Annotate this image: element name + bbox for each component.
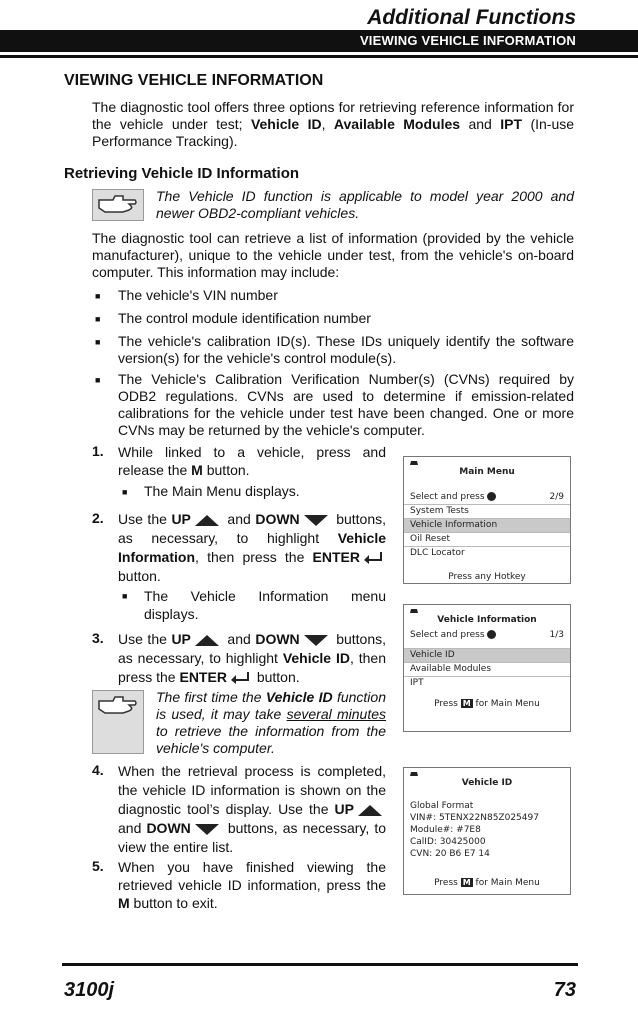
step-3-text: Use the UP and DOWN buttons, as necessary, to highlight Vehicle ID, then press the ENTER button. bbox=[118, 631, 387, 685]
down-arrow-icon bbox=[304, 635, 328, 646]
chapter-subtitle: VIEWING VEHICLE INFORMATION bbox=[359, 33, 576, 48]
menu-item-system-tests: System Tests bbox=[404, 505, 570, 519]
section-title: VIEWING VEHICLE INFORMATION bbox=[64, 72, 324, 89]
enter-icon bbox=[363, 551, 383, 565]
bullet-icon: ■ bbox=[95, 337, 101, 347]
footer-rule bbox=[62, 963, 578, 966]
chapter-title: Additional Functions bbox=[367, 6, 576, 29]
menu-item-vehicle-information: Vehicle Information bbox=[404, 519, 570, 533]
enter-icon bbox=[230, 671, 250, 685]
step-1-text: While linked to a vehicle, press and release the M button. bbox=[118, 444, 386, 478]
step-2-result: The Vehicle Information menu displays. bbox=[144, 588, 386, 622]
screen-prompt: Select and press 1/3 bbox=[410, 630, 564, 640]
vehicle-icon bbox=[409, 770, 419, 777]
vehicle-id-line: Module#: #7E8 bbox=[410, 825, 481, 835]
step-5-text: When you have finished viewing the retrieved vehicle ID information, press the M button to exit. bbox=[118, 859, 386, 911]
list-item: The vehicle's VIN number bbox=[118, 287, 278, 303]
step-number: 4. bbox=[92, 762, 104, 778]
screen-prompt: Select and press 2/9 bbox=[404, 491, 570, 505]
up-arrow-icon bbox=[195, 515, 219, 526]
screen-footer: Press any Hotkey bbox=[448, 572, 526, 582]
down-arrow-icon bbox=[195, 824, 219, 835]
screen-title: Main Menu bbox=[459, 467, 515, 477]
bullet-icon: ■ bbox=[95, 291, 101, 301]
vehicle-id-line: CalID: 30425000 bbox=[410, 837, 486, 847]
vehicle-id-line: CVN: 20 B6 E7 14 bbox=[410, 849, 490, 859]
intro-paragraph: The diagnostic tool offers three options for retrieving reference information for the vehicle under test; Vehicle ID, Available Modules and IPT (In-use Performance Tracking). bbox=[92, 99, 575, 149]
page-number: 73 bbox=[553, 979, 576, 1001]
model-name: 3100j bbox=[64, 979, 115, 1001]
step-number: 3. bbox=[92, 630, 104, 646]
bullet-icon: ■ bbox=[122, 487, 128, 497]
note-hand-icon bbox=[92, 189, 144, 221]
bullet-icon: ■ bbox=[122, 591, 128, 601]
step-4-text: When the retrieval process is completed, the vehicle ID information is shown on the diagnostic tool’s display. Use the UP and DOWN buttons, as necessary, to view the entire list. bbox=[118, 763, 386, 855]
vehicle-information-screen bbox=[403, 604, 571, 732]
screen-title: Vehicle Information bbox=[437, 615, 537, 625]
main-menu-screen bbox=[403, 456, 571, 584]
vehicle-id-line: VIN#: 5TENX22N85Z025497 bbox=[410, 813, 539, 823]
vehicle-icon bbox=[409, 459, 419, 466]
list-item: The vehicle's calibration ID(s). These IDs uniquely identify the software version(s) for the vehicle's control module(s). bbox=[118, 333, 574, 366]
menu-item-oil-reset: Oil Reset bbox=[404, 533, 570, 547]
down-arrow-icon bbox=[304, 515, 328, 526]
menu-item-ipt: IPT bbox=[410, 678, 424, 688]
step-number: 5. bbox=[92, 858, 104, 874]
subsection-title: Retrieving Vehicle ID Information bbox=[64, 165, 300, 182]
note-vehicle-id: The Vehicle ID function is applicable to model year 2000 and newer OBD2-compliant vehicles. bbox=[156, 188, 574, 221]
vehicle-id-line: Global Format bbox=[410, 801, 474, 811]
up-arrow-icon bbox=[195, 635, 219, 646]
enter-key-icon bbox=[487, 492, 496, 501]
enter-key-icon bbox=[487, 630, 496, 639]
retrieval-paragraph: The diagnostic tool can retrieve a list of information (provided by the vehicle manufacturer), unique to the vehicle under test, from the vehicle's on-board computer. This information may include: bbox=[92, 230, 574, 280]
menu-item-dlc-locator: DLC Locator bbox=[410, 548, 465, 558]
bullet-icon: ■ bbox=[95, 314, 101, 324]
note-first-time: The first time the Vehicle ID function is used, it may take several minutes to retrieve the information from the vehicle's computer. bbox=[156, 689, 387, 756]
list-item: The control module identification number bbox=[118, 310, 371, 326]
step-1-result: The Main Menu displays. bbox=[144, 483, 300, 499]
menu-item-vehicle-id: Vehicle ID bbox=[404, 649, 570, 663]
step-number: 1. bbox=[92, 443, 104, 459]
up-arrow-icon bbox=[358, 805, 382, 816]
menu-item-available-modules: Available Modules bbox=[404, 663, 570, 677]
step-number: 2. bbox=[92, 510, 104, 526]
list-item: The Vehicle's Calibration Verification Number(s) (CVNs) required by ODB2 regulations. CVNs are used to determine if emission-related calibrations for the vehicle under test have been changed. One or more CVNs may be returned by the vehicle's computer. bbox=[118, 371, 574, 438]
screen-title: Vehicle ID bbox=[461, 778, 513, 788]
header-rule bbox=[0, 55, 638, 58]
step-2-text: Use the UP and DOWN buttons, as necessary, to highlight Vehicle Information, then press the ENTER button. bbox=[118, 511, 387, 584]
screen-footer: Press M for Main Menu bbox=[434, 878, 540, 888]
screen-footer: Press M for Main Menu bbox=[434, 699, 540, 709]
bullet-icon: ■ bbox=[95, 375, 101, 385]
vehicle-icon bbox=[409, 607, 419, 614]
vehicle-id-screen bbox=[403, 767, 571, 895]
note-hand-icon bbox=[92, 690, 144, 754]
